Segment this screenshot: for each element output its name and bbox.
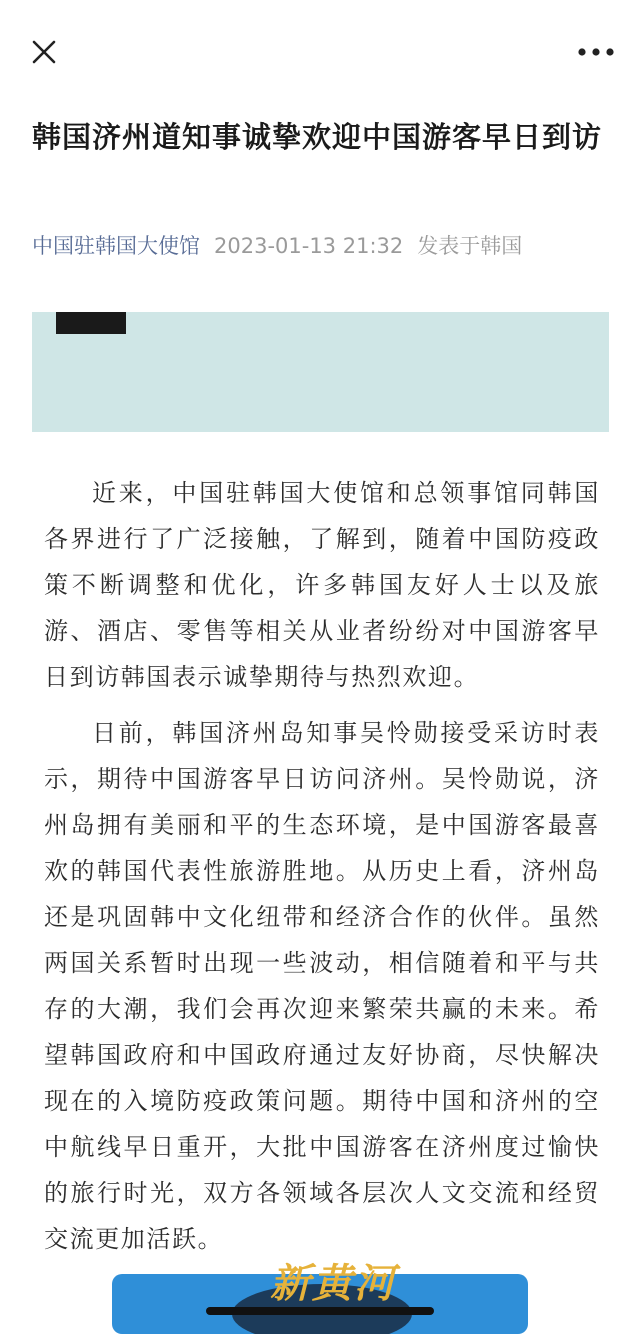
publish-datetime: 2023-01-13 21:32 (214, 234, 404, 258)
home-indicator (206, 1307, 434, 1315)
banner-dark-mark (56, 312, 126, 334)
author-link[interactable]: 中国驻韩国大使馆 (32, 234, 200, 258)
paragraph: 日前，韩国济州岛知事吴怜勋接受采访时表示，期待中国游客早日访问济州。吴怜勋说，济州岛拥有美丽和平的生态环境，是中国游客最喜欢的韩国代表性旅游胜地。从历史上看，济州岛还是巩固韩中文化纽带和经济合作的伙伴。虽然两国关系暂时出现一些波动，相信随着和平与共存的大潮，我们会再次迎来繁荣共赢的未来。希望韩国政府和中国政府通过友好协商，尽快解决现在的入境防疫政策问题。期待中国和济州的空中航线早日重开，大批中国游客在济州度过愉快的旅行时光，双方各领域各层次人文交流和经贸交流更加活跃。 (44, 719, 600, 1253)
paragraph: 近来，中国驻韩国大使馆和总领事馆同韩国各界进行了广泛接触，了解到，随着中国防疫政策不断调整和优化，许多韩国友好人士以及旅游、酒店、零售等相关从业者纷纷对中国游客早日到访韩国表示诚挚期待与热烈欢迎。 (44, 479, 600, 691)
article-title: 韩国济州道知事诚挚欢迎中国游客早日到访 (32, 120, 603, 154)
close-button[interactable] (28, 36, 60, 68)
watermark-logo (270, 1252, 396, 1309)
top-bar (0, 0, 640, 100)
article-body (44, 470, 600, 1272)
more-options-button[interactable] (576, 40, 616, 64)
watermark-text: 新黄河 (270, 1260, 396, 1307)
publish-location: 发表于韩国 (417, 234, 523, 258)
more-dots-icon (576, 40, 616, 64)
article-meta (32, 229, 612, 263)
article-banner-image (32, 312, 609, 432)
close-icon (28, 36, 60, 68)
